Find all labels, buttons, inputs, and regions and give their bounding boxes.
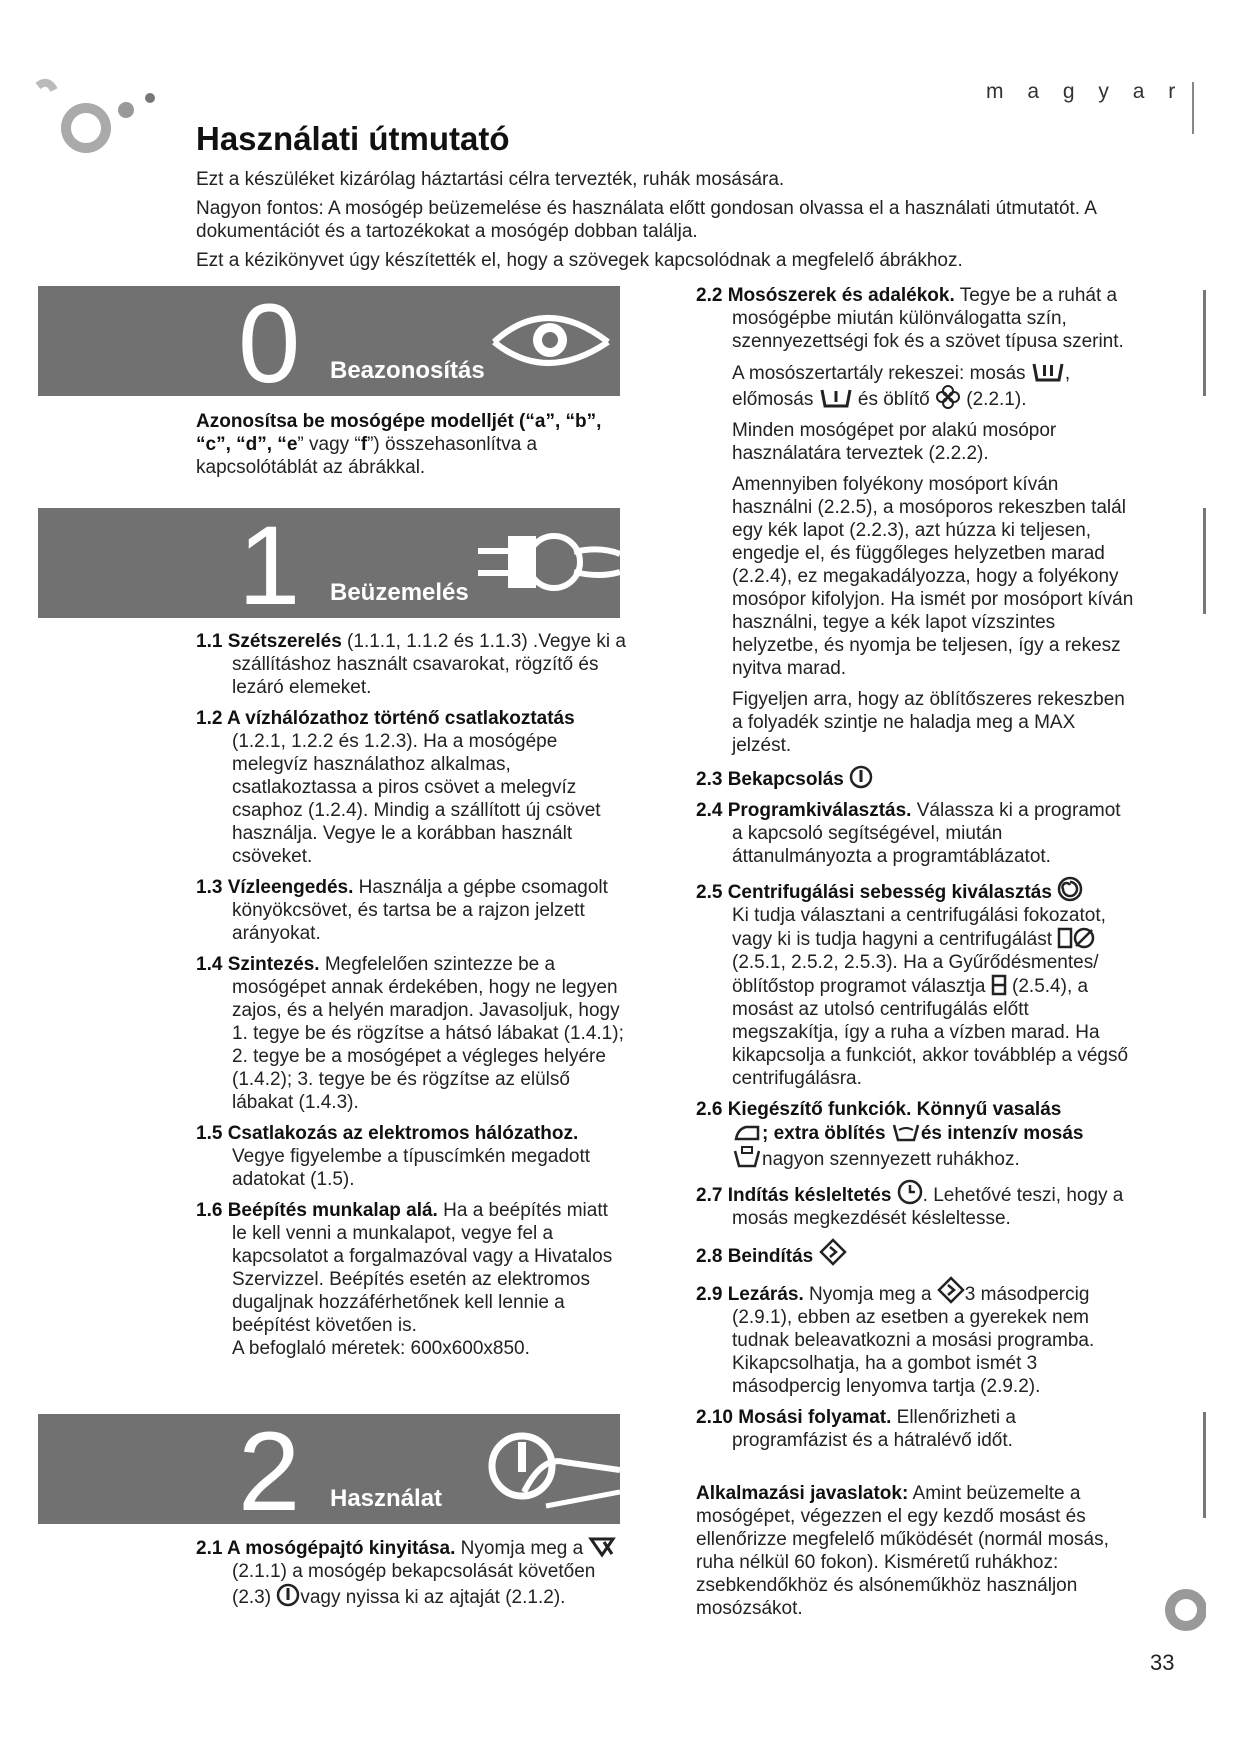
item-2-2-compartments: [696, 361, 1136, 411]
model-b: b: [575, 411, 587, 432]
item-head: 1.1 Szétszerelés: [196, 631, 342, 652]
item-text: Ellenőrizheti a programfázist és a hátralévő időt.: [732, 1407, 1016, 1451]
power-button-icon: [478, 1422, 620, 1516]
item-head: ; extra öblítés: [762, 1123, 886, 1144]
language-label: m a g y a r: [986, 80, 1185, 103]
item-head: 1.6 Beépítés munkalap alá.: [196, 1200, 438, 1221]
item-head: 2.5 Centrifugálási sebesség kiválasztás: [696, 882, 1052, 903]
item-text: , előmosás: [732, 363, 1071, 410]
s0-sep: ”, “: [216, 434, 246, 455]
section-banner-2: [38, 1414, 620, 1524]
item-head: 1.5 Csatlakozás az elektromos hálózathoz.: [196, 1123, 579, 1144]
plug-icon: [470, 518, 620, 608]
item-text: (2.1.1) a mosógép bekapcsolását követően (2.3): [232, 1561, 596, 1608]
section-1-text: [196, 630, 626, 1368]
item-text: (1.2.1, 1.2.2 és 1.2.3). Ha a mosógépe melegvíz használathoz alkalmas, csatlakoztassa a piros csövet a melegvíz csaphoz (1.2.4). Mindig a szállított új csövet használja. Vegye le a korábban használt csöveket.: [232, 731, 601, 867]
edge-marker: [1203, 1412, 1206, 1518]
page-number: 33: [1150, 1650, 1175, 1675]
item-head: 2.6 Kiegészítő funkciók. Könnyű vasalás: [696, 1099, 1062, 1120]
item-2-6: [696, 1098, 1136, 1121]
item-2-7: [696, 1179, 1136, 1230]
section-banner-0: [38, 286, 620, 396]
intro-p1: Ezt a készüléket kizárólag háztartási célra tervezték, ruhák mosására.: [196, 169, 785, 190]
section-0-text: [196, 410, 616, 487]
item-2-5: [696, 876, 1136, 904]
item-text: nagyon szennyezett ruhákhoz.: [762, 1149, 1020, 1170]
s0-sep: ”, “: [196, 411, 602, 455]
s0-sep: ” vagy “: [297, 434, 361, 455]
item-2-3: [696, 765, 1136, 791]
item-text: Használja a gépbe csomagolt könyökcsövet, és tartsa be a rajzon jelzett arányokat.: [232, 877, 608, 944]
item-2-2: [696, 284, 1136, 353]
extra-rinse-icon: [891, 1121, 921, 1143]
item-1-3: [196, 876, 626, 945]
section-label: Beazonosítás: [330, 357, 485, 384]
item-2-4: [696, 799, 1136, 868]
brand-logo: [30, 76, 180, 162]
item-2-2-p5: Figyeljen arra, hogy az öblítőszeres rekeszben a folyadék szintje ne haladja meg a MAX jelzést.: [732, 689, 1125, 756]
item-head: 1.2 A vízhálózathoz történő csatlakoztatás: [196, 708, 575, 729]
item-head: 2.10 Mosási folyamat.: [696, 1407, 892, 1428]
item-text: . Lehetővé teszi, hogy a mosás megkezdését késleltesse.: [732, 1185, 1124, 1229]
prewash-icon: [819, 387, 853, 409]
s0-text-a: Azonosítsa be mosógépe modelljét (“: [196, 411, 535, 432]
item-1-4: [196, 953, 626, 1114]
eye-icon: [486, 298, 616, 378]
item-head: 2.1 A mosógépajtó kinyitása.: [196, 1538, 456, 1559]
item-2-2-p3: Minden mosógépet por alakú mosópor használatára terveztek (2.2.2).: [732, 420, 1057, 464]
item-text: Tegye be a ruhát a mosógépbe miután különválogatta szín, szennyezettségi fok és a szövet típusa szerint.: [732, 285, 1124, 352]
item-head: 2.7 Indítás késleltetés: [696, 1185, 892, 1206]
item-1-6: [196, 1199, 626, 1337]
circle-decoration-icon: [1160, 1584, 1206, 1638]
rinse-hold-icon: [991, 974, 1007, 996]
item-2-10: [696, 1406, 1136, 1452]
item-head: 1.4 Szintezés.: [196, 954, 320, 975]
item-text: (1.1.1, 1.1.2 és 1.1.3) .Vegye ki a szállításhoz használt csavarokat, rögzítő és lezáró elemeket.: [232, 631, 626, 698]
section-banner-1: [38, 508, 620, 618]
model-a: a: [534, 411, 546, 432]
no-spin-icon: [1073, 927, 1095, 949]
item-text: (2.5.4), a mosást az utolsó centrifugálás előtt megszakítja, így a ruha a vízben marad. Ha kikapcsolja a funkciót, akkor továbblép a végső centrifugálásra.: [732, 976, 1129, 1089]
item-text: Ha a beépítés miatt le kell venni a munkalapot, vegye fel a kapcsolatot a forgalmazóval vagy a Hivatalos Szervizzel. Beépítés esetén az elektromos dugaljnak hozzáférhetőnek kell lennie a beépítést követően is.: [232, 1200, 613, 1336]
section-number: 1: [238, 508, 301, 618]
item-text: Nyomja meg a: [803, 1284, 937, 1305]
item-head: 2.9 Lezárás.: [696, 1284, 804, 1305]
model-f: f: [360, 434, 368, 455]
item-2-6-text: [696, 1145, 1136, 1171]
item-text: Válassza ki a programot a kapcsoló segítségével, miután áttanulmányozta a programtáblázatot.: [732, 800, 1121, 867]
model-e: e: [286, 434, 298, 455]
intensive-wash-icon: [732, 1145, 762, 1169]
item-2-8: [696, 1238, 1136, 1268]
edge-marker: [1203, 508, 1206, 614]
item-text: Ki tudja választani a centrifugálási fokozatot, vagy ki is tudja hagyni a centrifugálást: [732, 905, 1106, 950]
item-head: 2.3 Bekapcsolás: [696, 769, 844, 790]
item-head: 2.8 Beindítás: [696, 1246, 814, 1267]
clock-icon: [897, 1179, 923, 1205]
right-column: [696, 284, 1136, 1628]
item-2-6-line2: [696, 1121, 1136, 1145]
door-open-icon: [588, 1536, 616, 1558]
item-1-2: [196, 707, 626, 868]
section-number: 2: [238, 1414, 301, 1524]
item-text: (2.5.1, 2.5.2, 2.5.3). Ha a Gyűrődésmentes/öblítőstop programot választja: [732, 952, 1099, 997]
item-text: Amint beüzemelte a mosógépet, végezzen el egy kezdő mosást és ellenőrizze megfelelő működését (normál mosás, ruha nélkül 60 fokon). Kisméretű ruhákhoz: zsebkendőkhöz és alsóneműkhöz használjon mosózsákot.: [696, 1483, 1109, 1619]
model-c: c: [205, 434, 217, 455]
item-head: és intenzív mosás: [920, 1123, 1084, 1144]
item-text: Vegye figyelembe a típuscímkén megadott adatokat (1.5).: [232, 1146, 591, 1190]
power-icon: [276, 1583, 300, 1607]
item-head: 1.3 Vízleengedés.: [196, 877, 354, 898]
item-head: 2.2 Mosószerek és adalékok.: [696, 285, 955, 306]
item-text: Megfelelően szintezze be a mosógépet annak érdekében, hogy ne legyen zajos, és a helyén maradjon. Javasoljuk, hogy 1. tegye be és rögzítse a hátsó lábakat (1.4.1); 2. tegye be a mosógépet a végleges helyére (1.4.2); 3. tegye be és rögzítse az elülső lábakat (1.4.3).: [232, 954, 624, 1113]
item-text: 3 másodpercig (2.9.1), ebben az esetben a gyerekek nem tudnak beleavatkozni a mosási programba. Kikapcsolhatja, ha a gombot ismét 3 másodpercig lenyomva tartja (2.9.2).: [732, 1284, 1095, 1397]
main-wash-icon: [1031, 361, 1065, 383]
section-number: 0: [238, 286, 301, 396]
edge-marker: [1192, 82, 1194, 134]
item-text: (2.2.1).: [961, 389, 1027, 410]
page-title: Használati útmutató: [196, 120, 510, 157]
spin-icon: [1057, 876, 1083, 902]
model-d: d: [245, 434, 258, 455]
digit-icon: [1057, 927, 1073, 949]
section-label: Használat: [330, 1485, 443, 1512]
item-1-5: [196, 1122, 626, 1191]
edge-marker: [1203, 290, 1206, 396]
item-1-1: [196, 630, 626, 699]
start-diamond-icon: [937, 1276, 965, 1304]
item-2-2-p4: Amennyiben folyékony mosóport kíván használni (2.2.5), a mosóporos rekeszben talál egy kék lapot (2.2.3), azt húzza ki teljesen, engedje el, és függőleges helyzetben marad (2.2.4), ez megakadályozza, hogy a folyékony mosópor kifolyjon. Ha ismét por mosóport kíván használni, tegye a kék lapot vízszintes helyzetbe, és nyomja be teljesen, így a rekesz nyitva marad.: [732, 474, 1134, 679]
softener-flower-icon: [935, 385, 961, 409]
item-text: és öblítő: [852, 389, 935, 410]
item-2-5-text: [696, 904, 1136, 1090]
item-text: Nyomja meg a: [455, 1538, 589, 1559]
intro-p2: Nagyon fontos: A mosógép beüzemelése és használata előtt gondosan olvassa el a használati útmutatót. A dokumentációt és a tartozékokat a mosógép dobban találja.: [196, 198, 1096, 242]
s0-sep: ”, “: [545, 411, 576, 432]
power-icon: [849, 765, 873, 789]
intro-text: [196, 168, 1096, 278]
item-text: vagy nyissa ki az ajtaját (2.1.2).: [300, 1587, 566, 1608]
s0-rest: ”) összehasonlítva a kapcsolótáblát az ábrákkal.: [196, 434, 538, 478]
start-diamond-icon: [819, 1238, 847, 1266]
item-head: Alkalmazási javaslatok:: [696, 1483, 909, 1504]
item-2-9: [696, 1276, 1136, 1398]
easy-iron-icon: [732, 1121, 762, 1143]
s0-sep: ”, “: [257, 434, 287, 455]
section-label: Beüzemelés: [330, 579, 469, 606]
item-2-1: [196, 1536, 626, 1609]
item-head: 2.4 Programkiválasztás.: [696, 800, 912, 821]
section-2-text: [196, 1536, 626, 1617]
usage-tips: [696, 1482, 1136, 1620]
item-1-6-extra: A befoglaló méretek: 600x600x850.: [232, 1338, 530, 1359]
item-text: A mosószertartály rekeszei: mosás: [732, 363, 1031, 384]
intro-p3: Ezt a kézikönyvet úgy készítették el, hogy a szövegek kapcsolódnak a megfelelő ábrákhoz.: [196, 250, 963, 271]
